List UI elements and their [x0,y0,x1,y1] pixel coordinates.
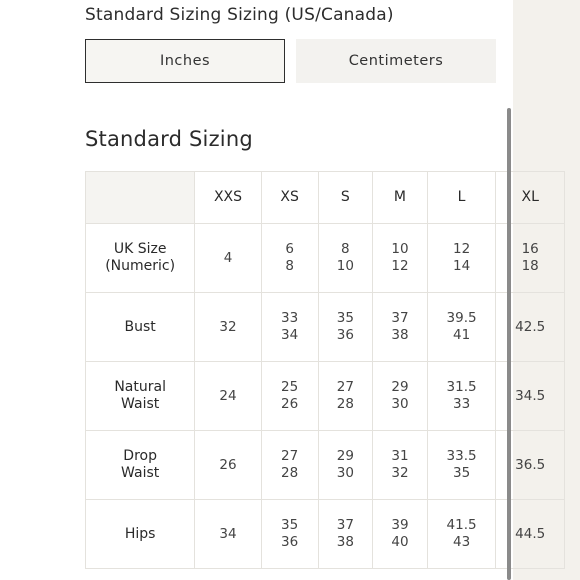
size-table-container [85,171,546,580]
cell-value: 33.5 [446,448,477,464]
table-row [86,362,565,431]
cell-value: 27 [281,448,299,464]
cell-value: 31.5 [446,379,477,395]
cell-value: 8 [285,258,294,274]
cell-value: 28 [336,396,354,412]
cell-value: 41 [452,327,471,343]
table-cell [195,362,261,431]
cell-value: 42.5 [515,318,546,335]
table-cell [373,500,428,569]
row-label [86,224,195,293]
table-corner-cell [86,172,195,224]
cell-value: 16 [521,241,539,257]
cell-value: 12 [452,241,471,257]
cell-value: 34 [219,525,237,542]
cell-value: 27 [336,379,354,395]
column-header: M [373,172,428,224]
table-cell [195,293,261,362]
cell-value: 25 [281,379,299,395]
table-cell [318,224,373,293]
table-cell [427,224,496,293]
row-label-line: Natural [114,379,166,395]
table-cell [261,362,318,431]
row-label-line: Waist [121,465,160,481]
cell-value: 14 [452,258,471,274]
cell-value: 18 [521,258,539,274]
cell-value: 40 [391,534,409,550]
cell-value: 24 [219,387,237,404]
row-label-line: Bust [124,318,156,335]
row-label-line: Hips [124,525,156,542]
cell-value: 35 [281,517,299,533]
table-cell [318,293,373,362]
table-row [86,293,565,362]
row-label [86,293,195,362]
column-header: XL [496,172,565,224]
table-cell [427,500,496,569]
table-cell [427,431,496,500]
cell-value: 30 [336,465,354,481]
centimeters-toggle-button[interactable]: Centimeters [296,39,496,83]
page-title: Standard Sizing Sizing (US/Canada) [85,5,394,25]
cell-value: 6 [285,241,294,257]
table-cell [195,224,261,293]
cell-value: 28 [281,465,299,481]
cell-value: 10 [336,258,354,274]
row-label-line: Drop [123,448,157,464]
row-label-line: Waist [121,396,160,412]
row-label-line: UK Size [113,241,167,257]
table-cell [195,500,261,569]
cell-value: 36.5 [515,456,546,473]
table-row [86,224,565,293]
table-cell [318,431,373,500]
column-header: XS [261,172,318,224]
cell-value: 26 [281,396,299,412]
cell-value: 26 [219,456,237,473]
table-cell [261,293,318,362]
table-row [86,500,565,569]
table-cell [318,362,373,431]
table-cell [261,431,318,500]
cell-value: 39.5 [446,310,477,326]
cell-value: 35 [452,465,471,481]
cell-value: 39 [391,517,409,533]
cell-value: 38 [336,534,354,550]
table-cell [261,500,318,569]
cell-value: 37 [391,310,409,326]
cell-value: 4 [223,249,233,266]
cell-value: 33 [281,310,299,326]
table-cell [195,431,261,500]
cell-value: 36 [281,534,299,550]
cell-value: 30 [391,396,409,412]
cell-value: 29 [336,448,354,464]
cell-value: 41.5 [446,517,477,533]
cell-value: 32 [219,318,237,335]
table-header-row [86,172,565,224]
size-table [85,171,565,569]
table-cell [318,500,373,569]
cell-value: 10 [391,241,409,257]
table-cell [373,362,428,431]
row-label [86,431,195,500]
table-cell [261,224,318,293]
cell-value: 34 [281,327,299,343]
cell-value: 34.5 [515,387,546,404]
column-header: S [318,172,373,224]
section-title: Standard Sizing [85,127,253,151]
cell-value: 32 [391,465,409,481]
cell-value: 37 [336,517,354,533]
cell-value: 8 [341,241,350,257]
row-label [86,362,195,431]
column-header: L [427,172,496,224]
cell-value: 35 [336,310,354,326]
cell-value: 38 [391,327,409,343]
cell-value: 31 [391,448,409,464]
cell-value: 44.5 [515,525,546,542]
table-cell [373,431,428,500]
cell-value: 33 [452,396,471,412]
table-cell [427,293,496,362]
cell-value: 36 [336,327,354,343]
inches-toggle-button[interactable]: Inches [85,39,285,83]
table-row [86,431,565,500]
cell-value: 29 [391,379,409,395]
cell-value: 12 [391,258,409,274]
row-label [86,500,195,569]
table-cell [373,224,428,293]
table-cell [427,362,496,431]
table-cell [373,293,428,362]
column-header: XXS [195,172,261,224]
vertical-scrollbar[interactable] [507,108,511,580]
cell-value: 43 [452,534,471,550]
row-label-line: (Numeric) [105,258,176,274]
